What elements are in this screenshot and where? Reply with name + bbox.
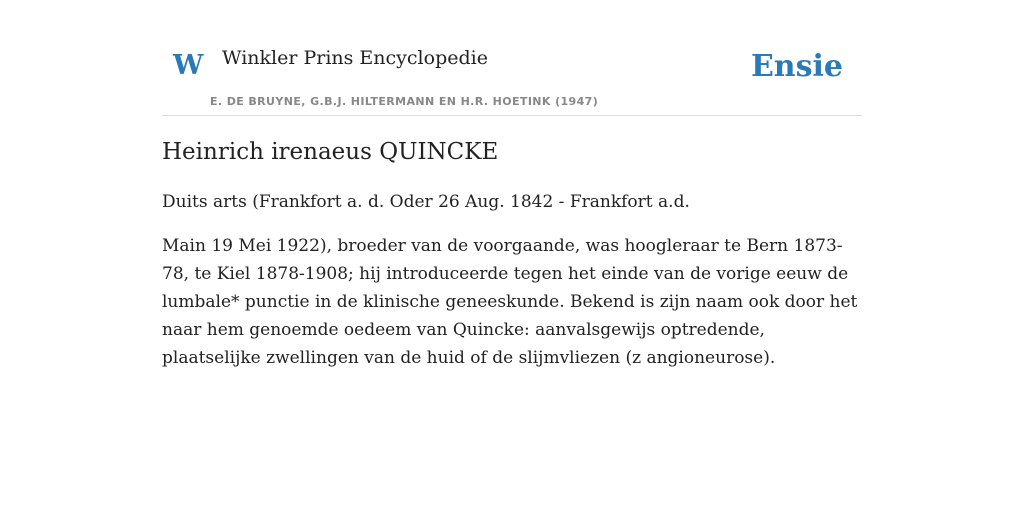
- article-paragraph: Main 19 Mei 1922), broeder van de voorgaande, was hoogleraar te Bern 1873-78, te Kiel 1878-1908; hij introduceerde tegen het einde van de vorige eeuw de lumbale* punctie in de klinische geneeskunde. Bekend is zijn naam ook door het naar hem genoemde oedeem van Quincke: aanvalsgewijs optredende, plaatselijke zwellingen van de huid of de slijmvliezen (z angioneurose).: [162, 235, 858, 368]
- publication-authors: E. DE BRUYNE, G.B.J. HILTERMANN EN H.R. HOETINK (1947): [210, 95, 599, 108]
- article-paragraph: Duits arts (Frankfort a. d. Oder 26 Aug. 1842 - Frankfort a.d.: [162, 191, 690, 212]
- ensie-logo[interactable]: Ensie: [750, 49, 843, 84]
- publication-title[interactable]: Winkler Prins Encyclopedie: [222, 47, 488, 69]
- source-header: [162, 36, 862, 116]
- article: [162, 138, 862, 388]
- winkler-prins-logo[interactable]: W: [173, 50, 204, 81]
- article-title: Heinrich irenaeus QUINCKE: [162, 139, 499, 165]
